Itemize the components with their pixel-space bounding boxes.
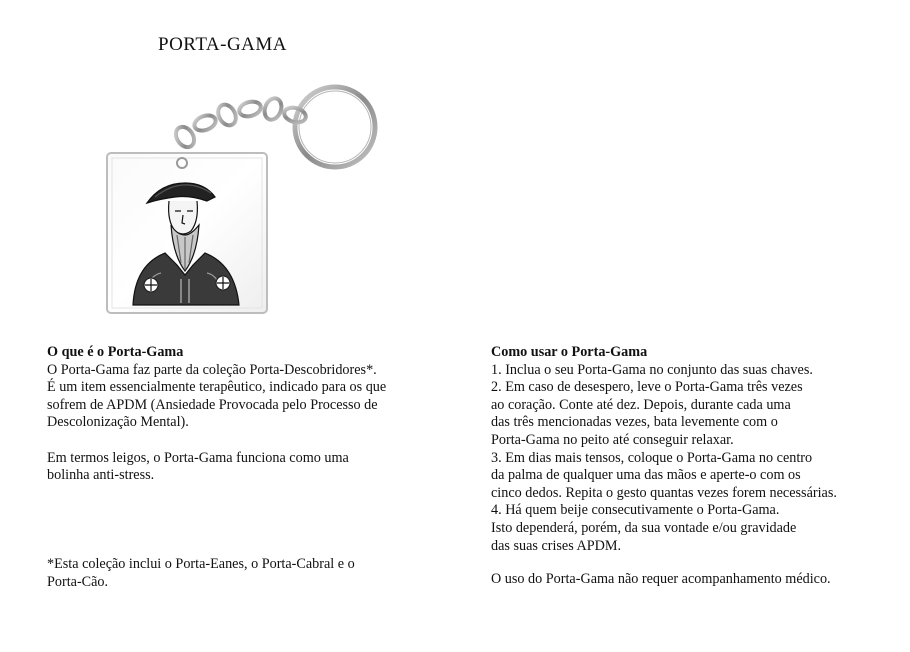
left-column	[47, 344, 437, 485]
key-ring	[295, 87, 375, 167]
usage-instructions: 1. Inclua o seu Porta-Gama no conjunto das suas chaves. 2. Em caso de desespero, leve o Porta-Gama três vezes ao coração. Conte até dez. Depois, durante cada uma das três mencionadas vezes, bata levemente com o Porta-Gama no peito até conseguir relaxar. 3. Em dias mais tensos, coloque o Porta-Gama no centro da palma de qualquer uma das mãos e aperte-o com os cinco dedos. Repita o gesto quantas vezes forem necessárias. 4. Há quem beije consecutivamente o Porta-Gama. Isto dependerá, porém, da sua vontade e/ou gravidade das suas crises APDM.	[491, 361, 837, 554]
page-title: PORTA-GAMA	[158, 34, 288, 55]
right-column	[491, 344, 891, 555]
section-heading-how-to-use: Como usar o Porta-Gama	[491, 344, 648, 360]
section-heading-what-is: O que é o Porta-Gama	[47, 344, 184, 360]
lay-terms-paragraph: Em termos leigos, o Porta-Gama funciona como uma bolinha anti-stress.	[47, 449, 349, 484]
keychain-portrait-icon	[95, 75, 385, 320]
description-paragraph: O Porta-Gama faz parte da coleção Porta-Descobridores*. É um item essencialmente terapêutico, indicado para os que sofrem de APDM (Ansiedade Provocada pelo Processo de Descolonização Mental).	[47, 361, 387, 431]
collection-footnote: *Esta coleção inclui o Porta-Eanes, o Porta-Cabral e o Porta-Cão.	[47, 556, 355, 590]
chain-links	[172, 96, 307, 151]
medical-note: O uso do Porta-Gama não requer acompanhamento médico.	[491, 571, 831, 587]
